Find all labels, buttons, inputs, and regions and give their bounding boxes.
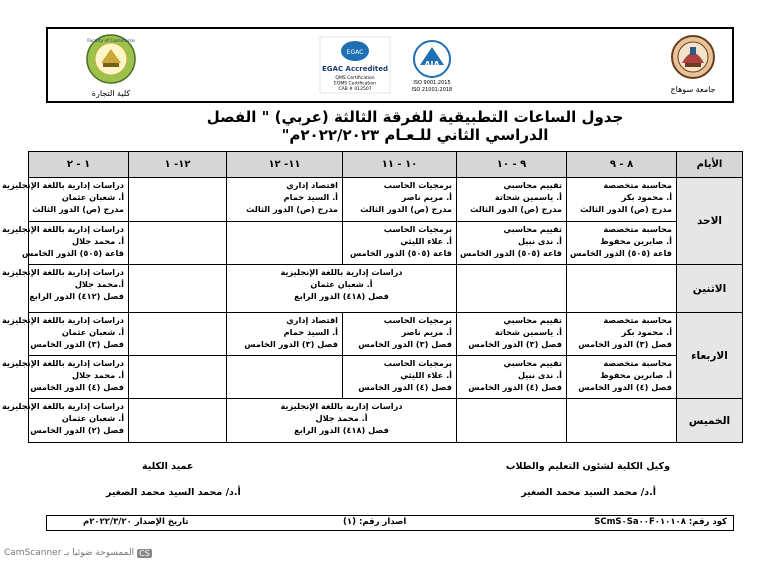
watermark-text: الممسوحة ضوئيا بـ CamScanner [4,548,135,558]
room-location: مدرج (ص) الدور الثالث [246,204,338,214]
course-name: تقييم محاسبي [503,224,562,234]
room-location: مدرج (ص) الدور الثالث [580,204,672,214]
table-cell [457,178,567,222]
svg-text:AJA: AJA [424,60,440,69]
instructor-name: أ. ياسمين شحاتة [494,192,562,202]
svg-text:Faculty of Commerce: Faculty of Commerce [87,39,135,44]
table-cell [129,313,227,356]
sohag-university-logo [662,33,724,95]
svg-text:ISO 9001:2015: ISO 9001:2015 [413,80,451,86]
course-name: دراسات إدارية باللغة الإنجليزية [1,224,124,234]
room-location: فصل (٣) الدور الخامس [244,339,338,349]
room-location: فصل (٤١٢) الدور الرابع [29,291,124,301]
table-cell [567,356,677,399]
svg-text:CAB # 012507: CAB # 012507 [338,87,372,92]
dean-name: أ.د/ محمد السيد محمد الصغير [106,487,241,498]
course-name: اقتصاد إداري [286,315,338,325]
room-location: فصل (٣) الدور الخامس [468,339,562,349]
dean-title: عميد الكلية [142,461,194,472]
course-name: دراسات إدارية باللغة الإنجليزية [1,358,124,368]
table-row-monday [29,265,743,313]
table-cell [457,222,567,265]
table-cell [457,399,567,443]
header-days: الأيام [677,152,743,178]
room-location: فصل (٤) الدور الخامس [578,382,672,392]
table-cell [567,222,677,265]
course-name: برمجيات الحاسب [383,315,452,325]
instructor-name: أ. محمد جلال [71,370,124,380]
room-location: مدرج (ص) الدور الثالث [470,204,562,214]
room-location: قاعة (٥٠٥) الدور الخامس [460,248,562,258]
header-slot-1: ٨ - ٩ [567,152,677,178]
instructor-name: أ. شعبان عثمان [61,413,124,423]
svg-text:EGAC: EGAC [346,49,364,56]
vice-dean-title: وكيل الكلية لشئون التعليم والطلاب [505,461,670,472]
table-row-wednesday-1 [29,313,743,356]
issue-number: اصدار رقم: (١) [343,517,407,527]
table-cell [129,222,227,265]
table-cell [1,313,129,356]
instructor-name: أ. محمد جلال [71,236,124,246]
faculty-name: كلية التجارة [91,89,131,98]
table-cell [457,313,567,356]
day-thursday: الخميس [677,399,743,443]
issue-date: تاريخ الإصدار ٢٠٢٢/٣/٢٠م [83,517,189,527]
course-name: برمجيات الحاسب [383,358,452,368]
svg-text:EOMS Certification: EOMS Certification [333,81,377,87]
header-slot-4: ١١- ١٢ [227,152,343,178]
table-cell [1,399,129,443]
instructor-name: أ. مريم ناصر [401,192,452,202]
course-name: اقتصاد إداري [286,180,338,190]
header-slot-2: ٩ - ١٠ [457,152,567,178]
table-cell [567,178,677,222]
table-cell [567,399,677,443]
room-location: فصل (٤) الدور الخامس [468,382,562,392]
room-location: مدرج (ص) الدور الثالث [32,204,124,214]
header-slot-6: ١ - ٢ [29,152,129,178]
table-cell [1,265,129,313]
table-row-wednesday-2 [29,356,743,399]
instructor-name: أ. ندى نبيل [518,370,562,380]
instructor-name: أ. صابرين محفوظ [600,236,672,246]
table-cell [457,265,567,313]
instructor-name: أ.محمد جلال [74,279,124,289]
room-location: قاعة (٥٠٥) الدور الخامس [22,248,124,258]
table-cell [567,265,677,313]
schedule-table [1,151,743,443]
table-header-row [29,152,743,178]
course-name: تقييم محاسبي [503,315,562,325]
course-name: محاسبة متخصصة [603,315,672,325]
course-name: دراسات إدارية باللغة الإنجليزية [1,315,124,325]
course-name: تقييم محاسبي [503,358,562,368]
egac-logo [320,37,390,93]
camscanner-icon: CS [139,548,150,558]
instructor-name: أ. شعبان عثمان [61,327,124,337]
instructor-name: أ. شعبان عثمان [61,192,124,202]
course-name: محاسبة متخصصة [603,224,672,234]
room-location: فصل (٣) الدور الخامس [30,339,124,349]
instructor-name: أ. صابرين محفوظ [600,370,672,380]
faculty-of-commerce-logo [76,33,146,99]
room-location: مدرج (ص) الدور الثالث [360,204,452,214]
table-cell [227,222,343,265]
day-monday: الاثنين [677,265,743,313]
instructor-name: أ. محمد جلال [315,413,368,423]
course-name: دراسات إدارية باللغة الإنجليزية [280,401,403,411]
table-row-thursday [29,399,743,443]
university-name: جامعة سوهاج [670,85,716,94]
table-cell [129,399,227,443]
table-cell [129,356,227,399]
table-cell [227,178,343,222]
instructor-name: أ. علاء الليثي [400,370,452,380]
table-cell [1,222,129,265]
course-name: دراسات إدارية باللغة الإنجليزية [1,401,124,411]
instructor-name: أ. مريم ناصر [401,327,452,337]
instructor-name: أ. محمود بكر [621,192,672,202]
svg-text:EGAC Accredited: EGAC Accredited [322,65,388,73]
course-name: برمجيات الحاسب [383,224,452,234]
document-header [46,27,734,103]
page-title: جدول الساعات التطبيقية للفرقة الثالثة (عربي) " الفصل الدراسي الثاني للـعـام ٢٠٢٢/٢٠٢٣م" [206,108,624,144]
room-location: فصل (٢) الدور الخامس [30,425,124,435]
accreditation-logos [320,37,476,95]
room-location: فصل (٣) الدور الخامس [358,339,452,349]
course-name: برمجيات الحاسب [383,180,452,190]
table-cell [343,178,457,222]
instructor-name: أ. ندى نبيل [518,236,562,246]
instructor-name: أ. السيد حمام [283,327,338,337]
room-location: قاعة (٥٠٥) الدور الخامس [350,248,452,258]
table-cell [227,356,343,399]
table-cell [343,222,457,265]
svg-text:QMS Certification: QMS Certification [335,76,375,81]
instructor-name: أ. السيد حمام [283,192,338,202]
document-code: كود رقم: SCmS٠Sa٠٠F٠١٠١٠٨ [594,517,727,527]
day-wednesday: الاربعاء [677,313,743,399]
room-location: فصل (٤) الدور الخامس [358,382,452,392]
instructor-name: أ. علاء الليثي [400,236,452,246]
course-name: دراسات إدارية باللغة الإنجليزية [280,267,403,277]
university-emblem-icon [670,33,716,81]
course-name: دراسات إدارية باللغة الإنجليزية [1,180,124,190]
faculty-emblem-icon [83,33,139,85]
table-row-sunday-2 [29,222,743,265]
room-location: قاعة (٥٠٥) الدور الخامس [570,248,672,258]
table-cell [227,265,457,313]
document-footer [46,515,734,531]
table-cell [129,265,227,313]
table-cell [343,313,457,356]
camscanner-watermark [4,548,152,558]
course-name: محاسبة متخصصة [603,358,672,368]
course-name: محاسبة متخصصة [603,180,672,190]
table-cell [227,313,343,356]
day-sunday: الاحد [677,178,743,265]
table-row-sunday-1 [29,178,743,222]
room-location: فصل (٤١٨) الدور الرابع [294,291,389,301]
vice-dean-name: أ.د/ محمد السيد محمد الصغير [521,487,656,498]
room-location: فصل (٤) الدور الخامس [30,382,124,392]
header-slot-5: ١٢- ١ [129,152,227,178]
table-cell [227,399,457,443]
table-cell [1,178,129,222]
instructor-name: أ. محمود بكر [621,327,672,337]
course-name: تقييم محاسبي [503,180,562,190]
room-location: فصل (٣) الدور الخامس [578,339,672,349]
course-name: دراسات إدارية باللغة الإنجليزية [1,267,124,277]
svg-text:ISO 21001:2018: ISO 21001:2018 [411,87,453,93]
aja-logo [412,41,453,93]
table-cell [457,356,567,399]
instructor-name: أ. ياسمين شحاتة [494,327,562,337]
room-location: فصل (٤١٨) الدور الرابع [294,425,389,435]
table-cell [567,313,677,356]
instructor-name: أ. شعبان عثمان [310,279,373,289]
table-cell [343,356,457,399]
header-slot-3: ١٠ - ١١ [343,152,457,178]
table-cell [129,178,227,222]
table-cell [1,356,129,399]
